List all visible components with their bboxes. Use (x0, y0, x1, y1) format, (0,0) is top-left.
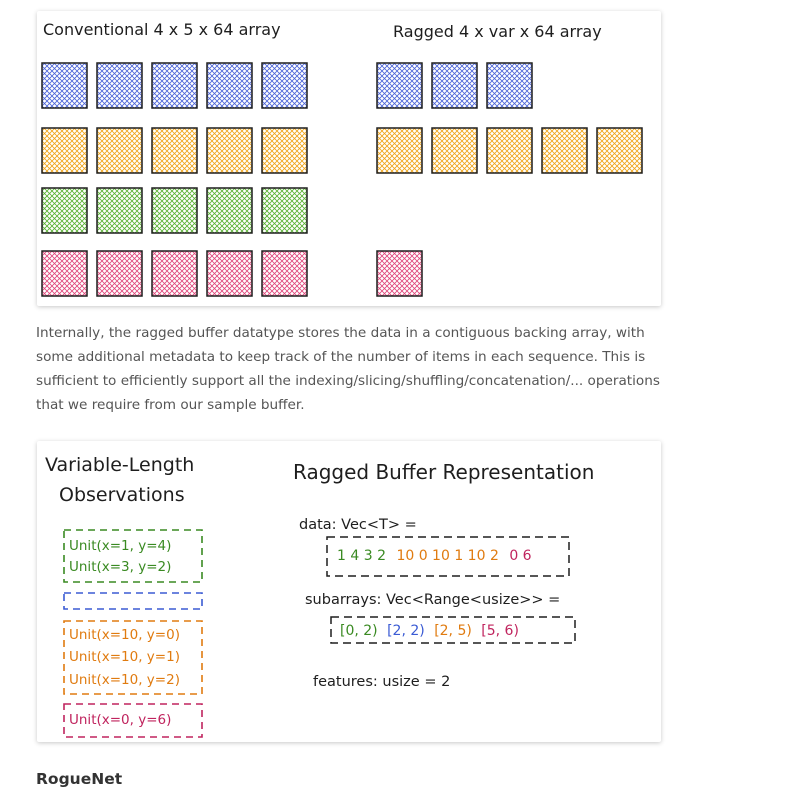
hatched-cell-orange (42, 128, 87, 173)
subarray-pink: [5, 6) (481, 623, 519, 639)
observation-item: Unit(x=3, y=2) (69, 559, 172, 575)
ragged-array-diagram (37, 11, 661, 306)
hatched-cell-blue (377, 63, 422, 108)
section-heading: RogueNet (36, 770, 123, 788)
ragged-array-title: Ragged 4 x var x 64 array (393, 22, 602, 41)
hatched-cell-green (97, 188, 142, 233)
hatched-cell-orange (377, 128, 422, 173)
hatched-cell-orange (432, 128, 477, 173)
figure-ragged-buffer (37, 441, 661, 742)
variable-length-title-line2: Observations (59, 484, 185, 506)
subarrays-values (340, 623, 519, 639)
hatched-cell-pink (207, 251, 252, 296)
variable-length-title-line1: Variable-Length (45, 454, 195, 476)
hatched-cell-blue (487, 63, 532, 108)
hatched-cell-orange (542, 128, 587, 173)
data-values-green: 1 4 3 2 (337, 548, 386, 564)
observation-item: Unit(x=10, y=0) (69, 627, 180, 643)
hatched-cell-orange (97, 128, 142, 173)
data-values (337, 548, 532, 564)
hatched-cell-green (207, 188, 252, 233)
conventional-array-title: Conventional 4 x 5 x 64 array (43, 20, 281, 39)
data-values-pink: 0 6 (509, 548, 532, 564)
observation-item: Unit(x=10, y=2) (69, 672, 180, 688)
conventional-array-grid (42, 63, 307, 296)
body-paragraph: Internally, the ragged buffer datatype stores the data in a contiguous backing array, with some additional metadata to keep track of the number of items in each sequence. This is sufficient to efficiently support all the indexing/slicing/shuffling/concatenation/... operations that we require from our sample buffer. (36, 325, 660, 413)
hatched-cell-pink (377, 251, 422, 296)
hatched-cell-orange (597, 128, 642, 173)
data-label: data: Vec<T> = (299, 517, 417, 533)
data-values-orange: 10 0 10 1 10 2 (396, 548, 499, 564)
hatched-cell-pink (152, 251, 197, 296)
hatched-cell-blue (42, 63, 87, 108)
observation-item: Unit(x=1, y=4) (69, 538, 172, 554)
hatched-cell-orange (207, 128, 252, 173)
ragged-array-grid (377, 63, 642, 296)
subarray-blue: [2, 2) (387, 623, 425, 639)
features-label: features: usize = 2 (313, 674, 451, 690)
hatched-cell-green (42, 188, 87, 233)
hatched-cell-blue (152, 63, 197, 108)
hatched-cell-blue (432, 63, 477, 108)
hatched-cell-green (262, 188, 307, 233)
hatched-cell-pink (262, 251, 307, 296)
observation-item: Unit(x=10, y=1) (69, 649, 180, 665)
hatched-cell-pink (97, 251, 142, 296)
group-box-blue (64, 593, 202, 609)
subarray-orange: [2, 5) (434, 623, 472, 639)
hatched-cell-blue (97, 63, 142, 108)
hatched-cell-blue (207, 63, 252, 108)
hatched-cell-green (152, 188, 197, 233)
hatched-cell-orange (262, 128, 307, 173)
hatched-cell-pink (42, 251, 87, 296)
observation-item: Unit(x=0, y=6) (69, 712, 172, 728)
ragged-buffer-diagram (37, 441, 661, 742)
hatched-cell-orange (487, 128, 532, 173)
hatched-cell-orange (152, 128, 197, 173)
hatched-cell-blue (262, 63, 307, 108)
subarrays-label: subarrays: Vec<Range<usize>> = (305, 592, 561, 608)
figure-ragged-array (37, 11, 661, 306)
ragged-buffer-title: Ragged Buffer Representation (293, 460, 595, 484)
subarray-green: [0, 2) (340, 623, 378, 639)
